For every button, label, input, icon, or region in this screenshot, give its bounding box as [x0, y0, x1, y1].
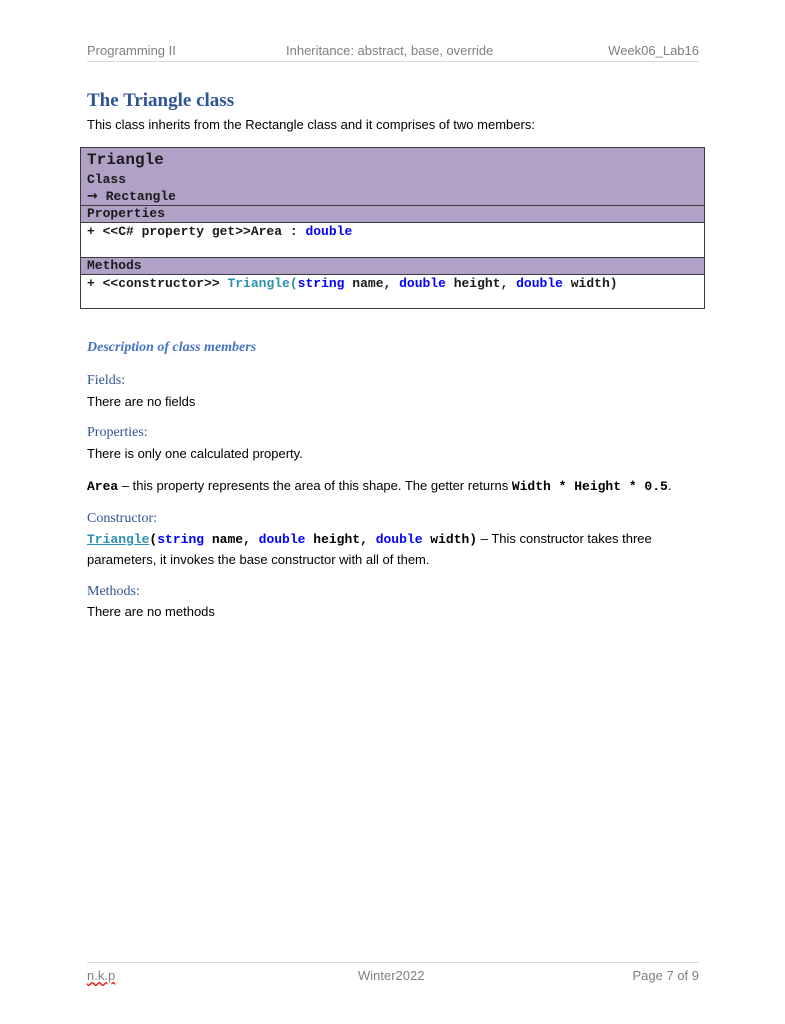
methods-text: There are no methods — [87, 604, 215, 619]
area-period: . — [667, 478, 672, 493]
uml-param-type: double — [516, 276, 563, 291]
constructor-heading: Constructor: — [87, 511, 157, 526]
constructor-param-name: width) — [422, 532, 478, 547]
area-text: – this property represents the area of this shape. The getter returns — [118, 478, 512, 493]
fields-text: There are no fields — [87, 394, 196, 409]
uml-method-name: Triangle — [227, 276, 290, 291]
constructor-param-name: height, — [305, 532, 376, 547]
uml-param-type: string — [297, 276, 345, 291]
uml-class-diagram — [80, 147, 705, 309]
uml-param-type: double — [399, 276, 446, 291]
constructor-text: – This constructor takes three — [477, 531, 652, 546]
arrow-right-icon: → — [87, 189, 98, 204]
uml-parent-name: Rectangle — [105, 189, 176, 204]
uml-param-name: width) — [562, 276, 618, 291]
uml-class-name: Triangle — [81, 148, 704, 171]
constructor-link[interactable]: Triangle — [87, 532, 150, 547]
properties-text: There is only one calculated property. — [87, 446, 303, 461]
uml-method-paren: ( — [289, 276, 298, 291]
uml-param-name: height, — [445, 276, 517, 291]
uml-stereotype: Class — [81, 171, 704, 188]
uml-parent — [81, 188, 704, 205]
description-heading: Description of class members — [87, 340, 257, 355]
header-course: Programming II — [87, 43, 176, 58]
uml-method-row — [81, 274, 704, 308]
header-week: Week06_Lab16 — [608, 43, 699, 58]
uml-property-signature: + <<C# property get>>Area : — [87, 224, 306, 239]
fields-heading: Fields: — [87, 373, 126, 388]
footer-page-number: Page 7 of 9 — [632, 968, 699, 983]
constructor-description — [87, 531, 652, 547]
uml-property-row — [81, 222, 704, 257]
area-description — [87, 478, 671, 494]
page-header — [87, 42, 699, 62]
header-topic: Inheritance: abstract, base, override — [286, 43, 494, 58]
section-title: The Triangle class — [87, 90, 235, 111]
footer-author: n.k.p — [87, 968, 116, 983]
methods-heading: Methods: — [87, 584, 140, 599]
constructor-param-type: double — [258, 532, 306, 547]
uml-property-type: double — [305, 224, 353, 239]
uml-methods-label: Methods — [81, 257, 704, 274]
intro-text: This class inherits from the Rectangle class and it comprises of two members: — [87, 117, 535, 132]
constructor-param-name: name, — [204, 532, 259, 547]
footer-term: Winter2022 — [358, 968, 425, 983]
constructor-param-type: string — [157, 532, 205, 547]
properties-heading: Properties: — [87, 425, 148, 440]
page-footer — [87, 962, 699, 985]
uml-properties-label: Properties — [81, 205, 704, 222]
constructor-text-2: parameters, it invokes the base constructor with all of them. — [87, 552, 430, 567]
uml-param-name: name, — [344, 276, 400, 291]
constructor-paren: ( — [149, 532, 158, 547]
area-name: Area — [87, 479, 119, 494]
uml-method-prefix: + <<constructor>> — [87, 276, 228, 291]
constructor-param-type: double — [375, 532, 423, 547]
area-formula: Width * Height * 0.5 — [511, 479, 668, 494]
